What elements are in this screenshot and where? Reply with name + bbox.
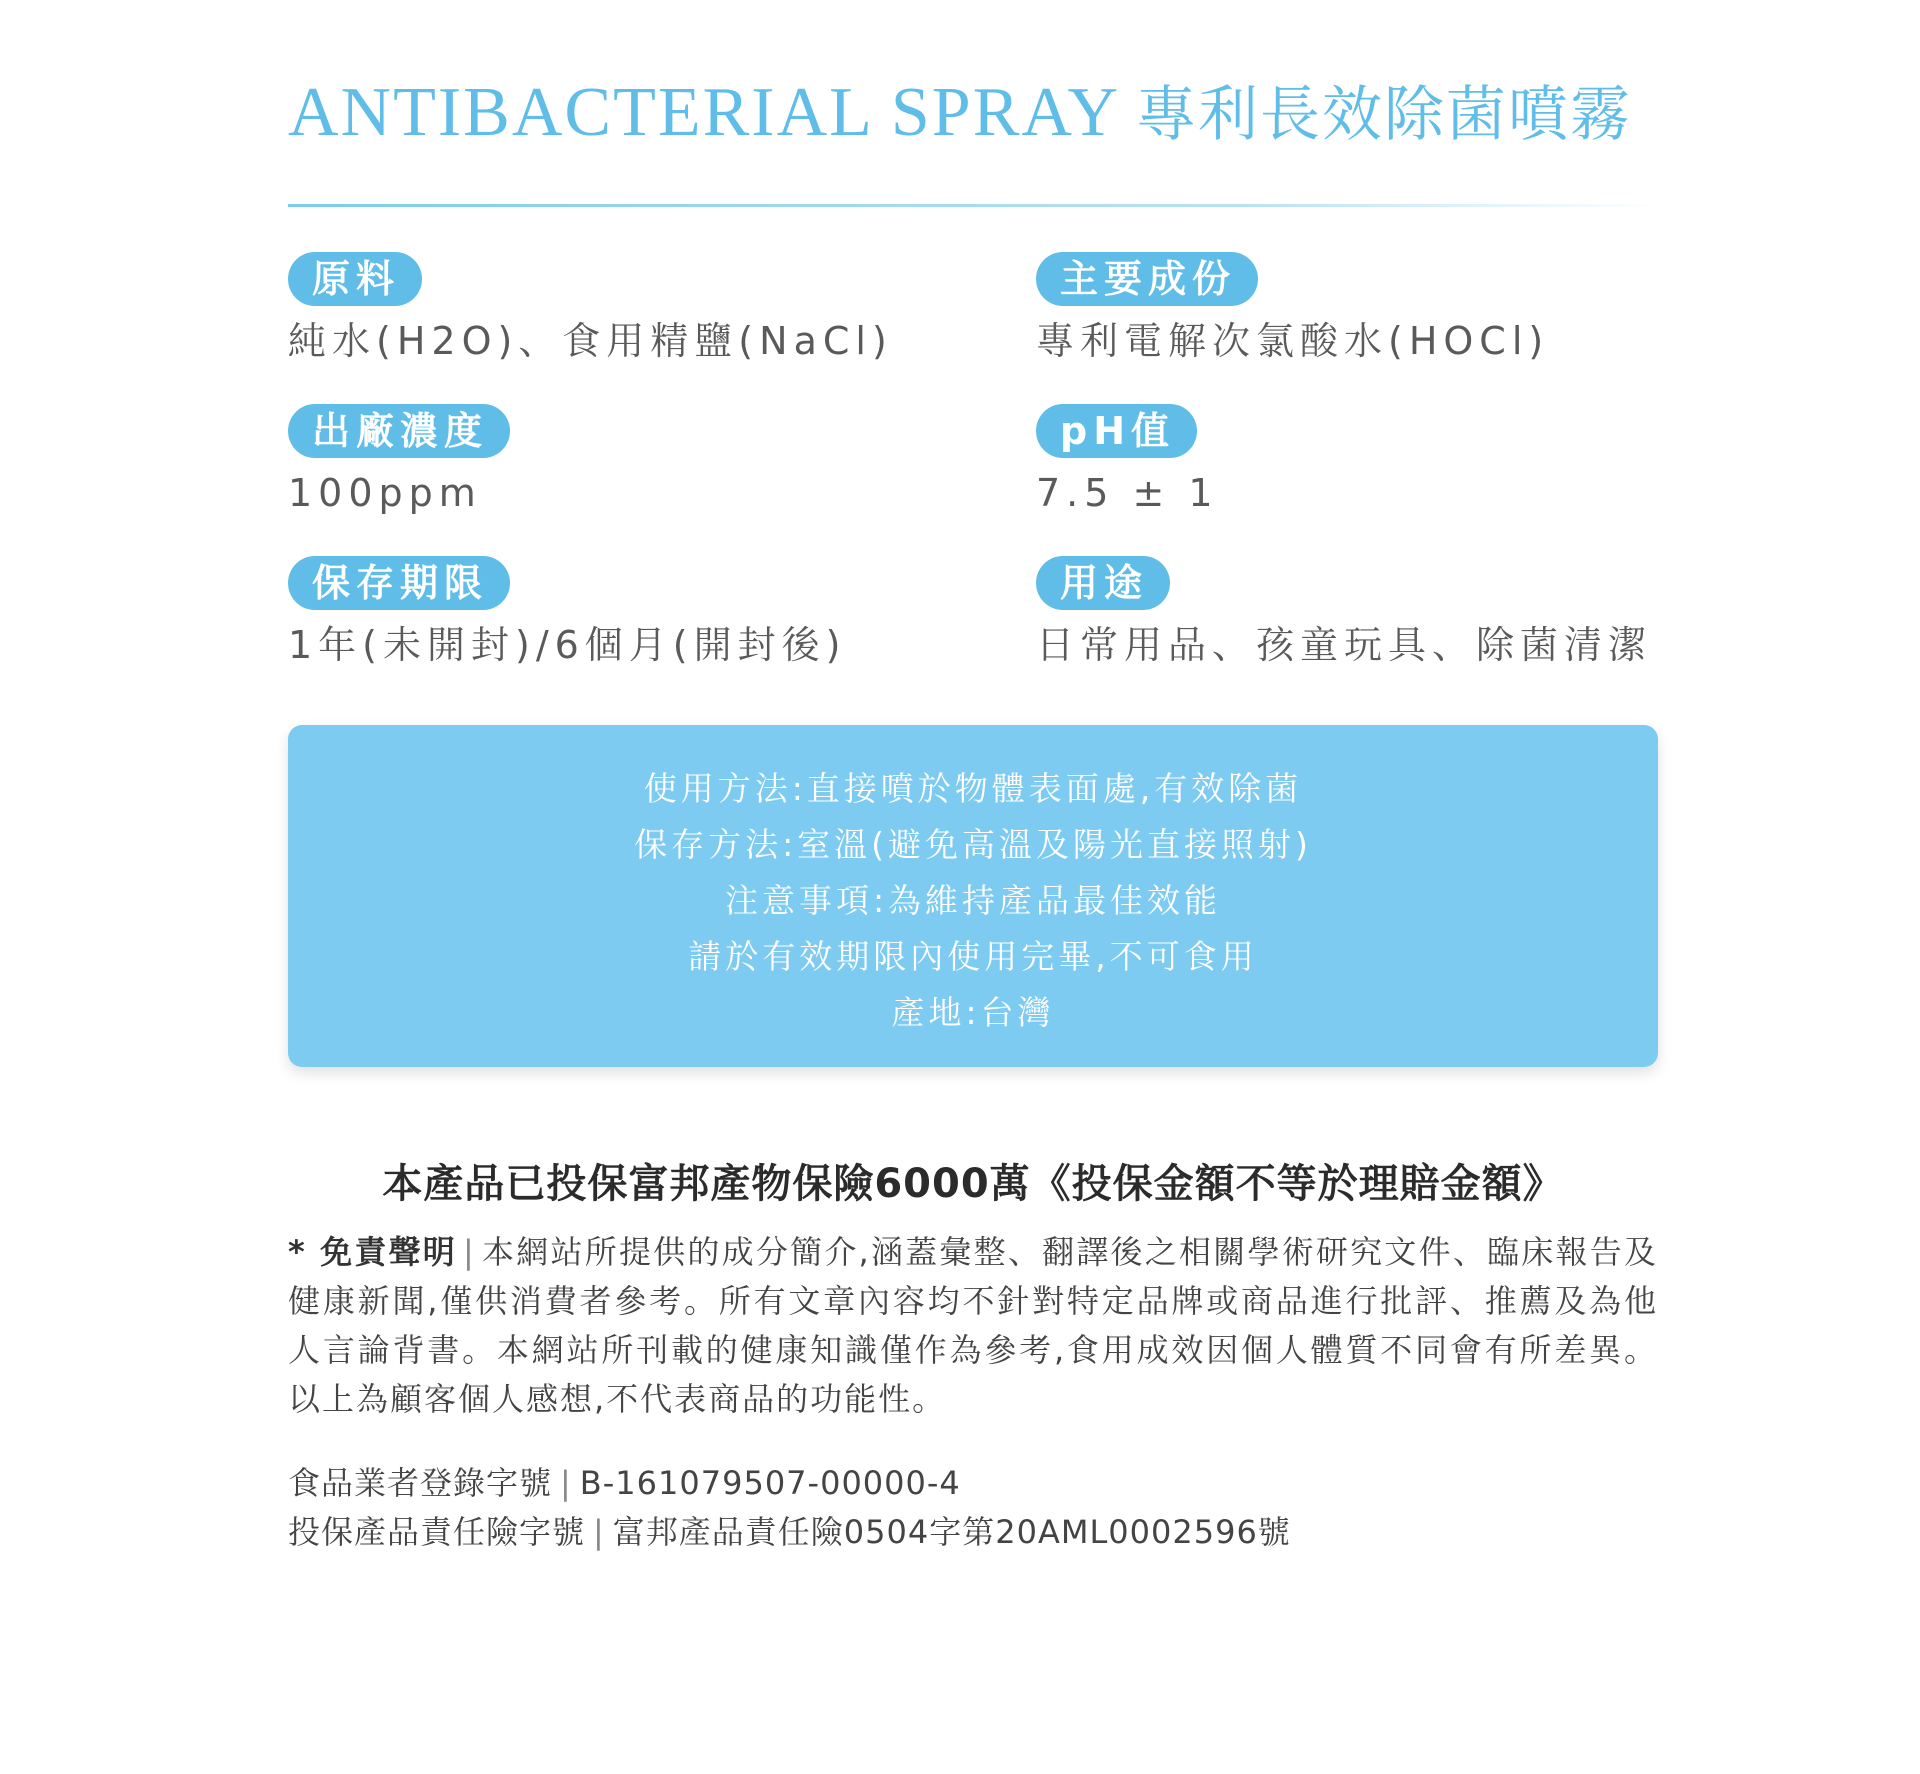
spec-label-ph: pH值 xyxy=(1036,404,1197,458)
page-title xyxy=(288,74,1633,151)
food-business-label: 食品業者登錄字號 xyxy=(288,1464,553,1502)
spec-shelf-life xyxy=(288,556,928,672)
title-divider xyxy=(288,204,1658,207)
spec-concentration xyxy=(288,404,928,520)
liability-insurance-number: 富邦產品責任險0504字第20AML0002596號 xyxy=(612,1513,1291,1551)
info-line-storage-method: 保存方法:室溫(避免高溫及陽光直接照射) xyxy=(634,825,1312,864)
spec-ingredients xyxy=(288,252,928,368)
disclaimer-text: 本網站所提供的成分簡介,涵蓋彙整、翻譯後之相關學術研究文件、臨床報告及健康新聞,僅供消費者參考。所有文章內容均不針對特定品牌或商品進行批評、推薦及為他人言論背書。本網站所刊載的健康知識僅作為參考,食用成效因個人體質不同會有所差異。以上為顧客個人感想,不代表商品的功能性。 xyxy=(288,1233,1658,1418)
spec-value-usage: 日常用品、孩童玩具、除菌清潔 xyxy=(1036,623,1653,667)
spec-value-ingredients: 純水(H2O)、食用精鹽(NaCl) xyxy=(288,319,893,363)
spec-ph xyxy=(1036,404,1676,520)
spec-value-concentration: 100ppm xyxy=(288,471,482,515)
title-english: ANTIBACTERIAL SPRAY xyxy=(288,74,1121,151)
spec-label-main-component: 主要成份 xyxy=(1036,252,1258,306)
disclaimer-lead: * 免責聲明 xyxy=(288,1233,458,1271)
spec-value-main-component: 專利電解次氯酸水(HOCl) xyxy=(1036,319,1550,363)
liability-insurance-registration xyxy=(288,1507,1658,1553)
disclaimer-separator: | xyxy=(463,1233,476,1271)
liability-insurance-separator: | xyxy=(593,1513,605,1551)
disclaimer xyxy=(288,1228,1658,1424)
insurance-statement: 本產品已投保富邦產物保險6000萬《投保金額不等於理賠金額》 xyxy=(382,1161,1564,1207)
info-line-caution: 注意事項:為維持產品最佳效能 xyxy=(724,881,1222,920)
spec-label-shelf-life: 保存期限 xyxy=(288,556,510,610)
spec-label-usage: 用途 xyxy=(1036,556,1170,610)
title-chinese: 專利長效除菌噴霧 xyxy=(1136,80,1633,150)
spec-label-concentration: 出廠濃度 xyxy=(288,404,510,458)
food-business-number: B-161079507-00000-4 xyxy=(579,1464,961,1502)
info-line-origin: 產地:台灣 xyxy=(891,993,1055,1032)
spec-value-shelf-life: 1年(未開封)/6個月(開封後) xyxy=(288,623,847,667)
spec-main-component xyxy=(1036,252,1676,368)
liability-insurance-label: 投保產品責任險字號 xyxy=(288,1513,586,1551)
food-business-registration xyxy=(288,1458,1658,1504)
spec-usage xyxy=(1036,556,1676,672)
food-business-separator: | xyxy=(560,1464,572,1502)
info-line-caution-continued: 請於有效期限內使用完畢,不可食用 xyxy=(688,937,1258,976)
spec-label-ingredients: 原料 xyxy=(288,252,422,306)
info-line-usage-method: 使用方法:直接噴於物體表面處,有效除菌 xyxy=(643,769,1303,808)
usage-info-box xyxy=(288,725,1658,1067)
spec-value-ph: 7.5 ± 1 xyxy=(1036,471,1219,515)
